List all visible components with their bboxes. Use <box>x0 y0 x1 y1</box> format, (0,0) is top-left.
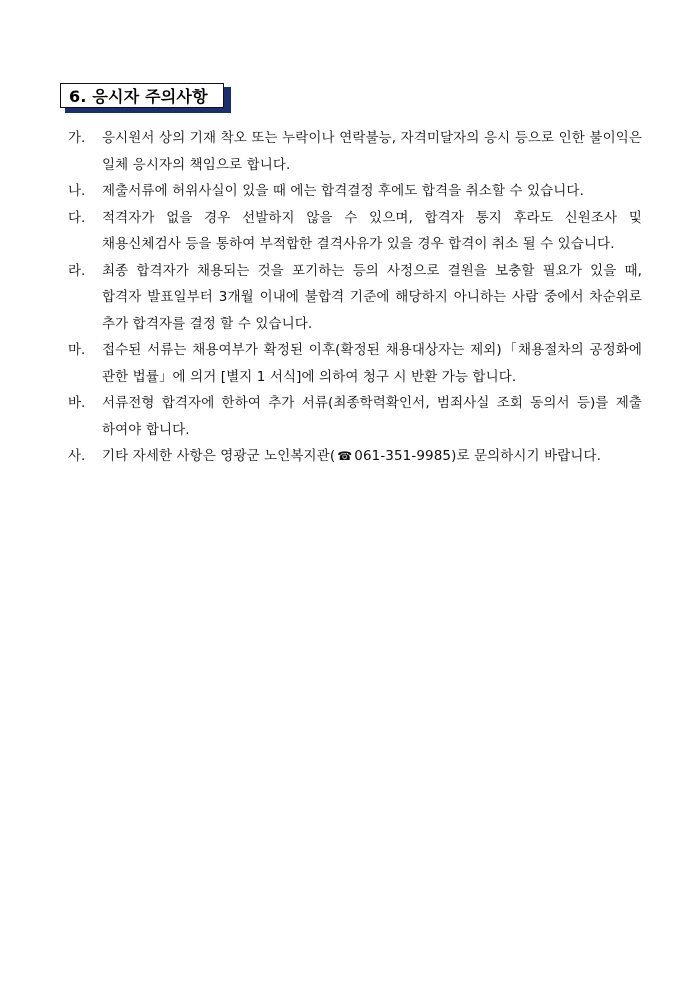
item-marker: 다. <box>68 209 86 226</box>
item-text: 서류전형 합격자에 한하여 추가 서류(최종학력확인서, 범죄사실 조회 동의서 등)를 제출 하여야 합니다. <box>102 395 642 438</box>
list-item <box>68 258 642 338</box>
item-marker: 라. <box>68 262 86 279</box>
contact-phone-number: 061-351-9985 <box>354 448 452 464</box>
item-marker: 가. <box>68 130 86 146</box>
contact-text-after: )로 문의하시기 바랍니다. <box>451 448 602 464</box>
item-text: 응시원서 상의 기재 착오 또는 누락이나 연락불능, 자격미달자의 응시 등으로 인한 불이익은 일체 응시자의 책임으로 합니다. <box>102 130 642 173</box>
list-item <box>68 178 642 205</box>
contact-text-before: 기타 자세한 사항은 영광군 노인복지관( <box>102 448 336 464</box>
list-item <box>68 390 642 443</box>
section-heading <box>60 83 232 114</box>
notice-list <box>68 125 642 470</box>
item-text: 제출서류에 허위사실이 있을 때 에는 합격결정 후에도 합격을 취소할 수 있습니다. <box>102 183 584 199</box>
item-marker: 바. <box>68 395 86 411</box>
list-item <box>68 125 642 178</box>
heading-box <box>60 83 224 108</box>
list-item <box>68 443 642 470</box>
item-marker: 나. <box>68 183 86 199</box>
item-marker: 사. <box>68 448 86 464</box>
list-item <box>68 205 642 258</box>
phone-icon: ☎ <box>337 449 353 463</box>
item-marker: 마. <box>68 342 86 358</box>
item-text: 접수된 서류는 채용여부가 확정된 이후(확정된 채용대상자는 제외)「채용절차의 공정화에 관한 법률」에 의거 [별지 1 서식]에 의하여 청구 시 반환 가능 합니다. <box>102 342 642 385</box>
list-item <box>68 337 642 390</box>
item-text: 적격자가 없을 경우 선발하지 않을 수 있으며, 합격자 통지 후라도 신원조사 및 채용신체검사 등을 통하여 부적합한 결격사유가 있을 경우 합격이 취소 될 수 있습니다. <box>102 209 642 252</box>
item-text: 최종 합격자가 채용되는 것을 포기하는 등의 사정으로 결원을 보충할 필요가 있을 때, 합격자 발표일부터 3개월 이내에 불합격 기준에 해당하지 아니하는 사람 중에서 차순위로 추가 합격자를 결정 할 수 있습니다. <box>102 262 642 332</box>
item-text-contact <box>102 443 642 470</box>
section-title: 6. 응시자 주의사항 <box>69 87 208 106</box>
